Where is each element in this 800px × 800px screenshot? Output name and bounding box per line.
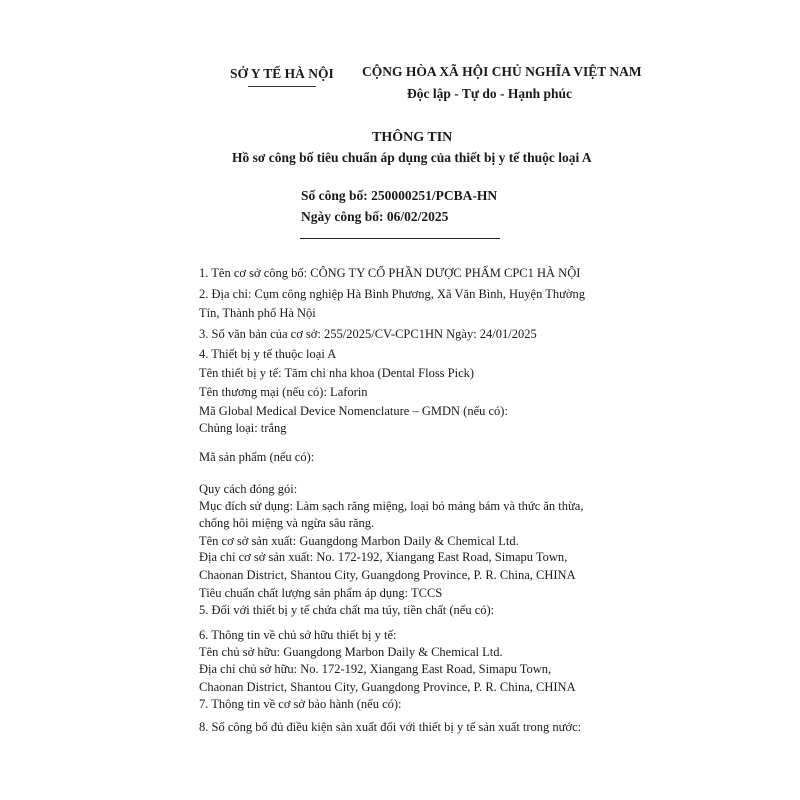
body-line: Tín, Thành phố Hà Nội (199, 306, 316, 320)
document-subtitle: Hồ sơ công bố tiêu chuẩn áp dụng của thiết bị y tế thuộc loại A (232, 150, 592, 165)
body-line: chống hôi miệng và ngừa sâu răng. (199, 516, 375, 530)
document-title: THÔNG TIN (372, 130, 453, 145)
body-line: Chaonan District, Shantou City, Guangdong Province, P. R. China, CHINA (199, 568, 576, 582)
body-line: Quy cách đóng gói: (199, 482, 298, 496)
body-line: 8. Số công bố đủ điều kiện sản xuất đối với thiết bị y tế sản xuất trong nước: (199, 720, 582, 734)
body-line: 7. Thông tin về cơ sở bảo hành (nếu có): (199, 697, 402, 711)
republic-heading: CỘNG HÒA XÃ HỘI CHỦ NGHĨA VIỆT NAM (362, 64, 642, 79)
body-line: Tên cơ sở sản xuất: Guangdong Marbon Daily & Chemical Ltd. (199, 534, 519, 548)
body-line: 5. Đối với thiết bị y tế chứa chất ma túy, tiền chất (nếu có): (199, 603, 495, 617)
body-line: Chaonan District, Shantou City, Guangdong Province, P. R. China, CHINA (199, 680, 576, 694)
body-line: 1. Tên cơ sở công bố: CÔNG TY CỔ PHẦN DƯỢC PHẨM CPC1 HÀ NỘI (199, 266, 581, 280)
body-line: Tên thiết bị y tế: Tăm chỉ nha khoa (Dental Floss Pick) (199, 366, 475, 380)
body-line: Tên thương mại (nếu có): Laforin (199, 385, 368, 399)
body-line: Tên chủ sở hữu: Guangdong Marbon Daily & Chemical Ltd. (199, 645, 503, 659)
body-line: Địa chỉ cơ sở sản xuất: No. 172-192, Xiangang East Road, Simapu Town, (199, 550, 568, 564)
body-line: Mục đích sử dụng: Làm sạch răng miệng, loại bỏ mảng bám và thức ăn thừa, (199, 499, 584, 513)
authority-underline (248, 86, 316, 87)
declaration-date: Ngày công bố: 06/02/2025 (301, 209, 449, 224)
issuing-authority: SỞ Y TẾ HÀ NỘI (230, 66, 334, 81)
declaration-number: Số công bố: 250000251/PCBA-HN (301, 188, 498, 203)
body-line: Mã sản phẩm (nếu có): (199, 450, 315, 464)
body-line: 6. Thông tin về chủ sở hữu thiết bị y tế: (199, 628, 397, 642)
body-line: Địa chỉ chủ sở hữu: No. 172-192, Xiangang East Road, Simapu Town, (199, 662, 552, 676)
body-line: 4. Thiết bị y tế thuộc loại A (199, 347, 337, 361)
body-line: 3. Số văn bản của cơ sở: 255/2025/CV-CPC1HN Ngày: 24/01/2025 (199, 327, 537, 341)
national-motto: Độc lập - Tự do - Hạnh phúc (407, 86, 573, 101)
body-line: 2. Địa chỉ: Cụm công nghiệp Hà Bình Phương, Xã Văn Bình, Huyện Thường (199, 287, 585, 301)
body-line: Tiêu chuẩn chất lượng sản phẩm áp dụng: TCCS (199, 586, 443, 600)
title-separator (300, 238, 500, 239)
body-line: Mã Global Medical Device Nomenclature – GMDN (nếu có): (199, 404, 508, 418)
body-line: Chủng loại: trắng (199, 421, 287, 435)
